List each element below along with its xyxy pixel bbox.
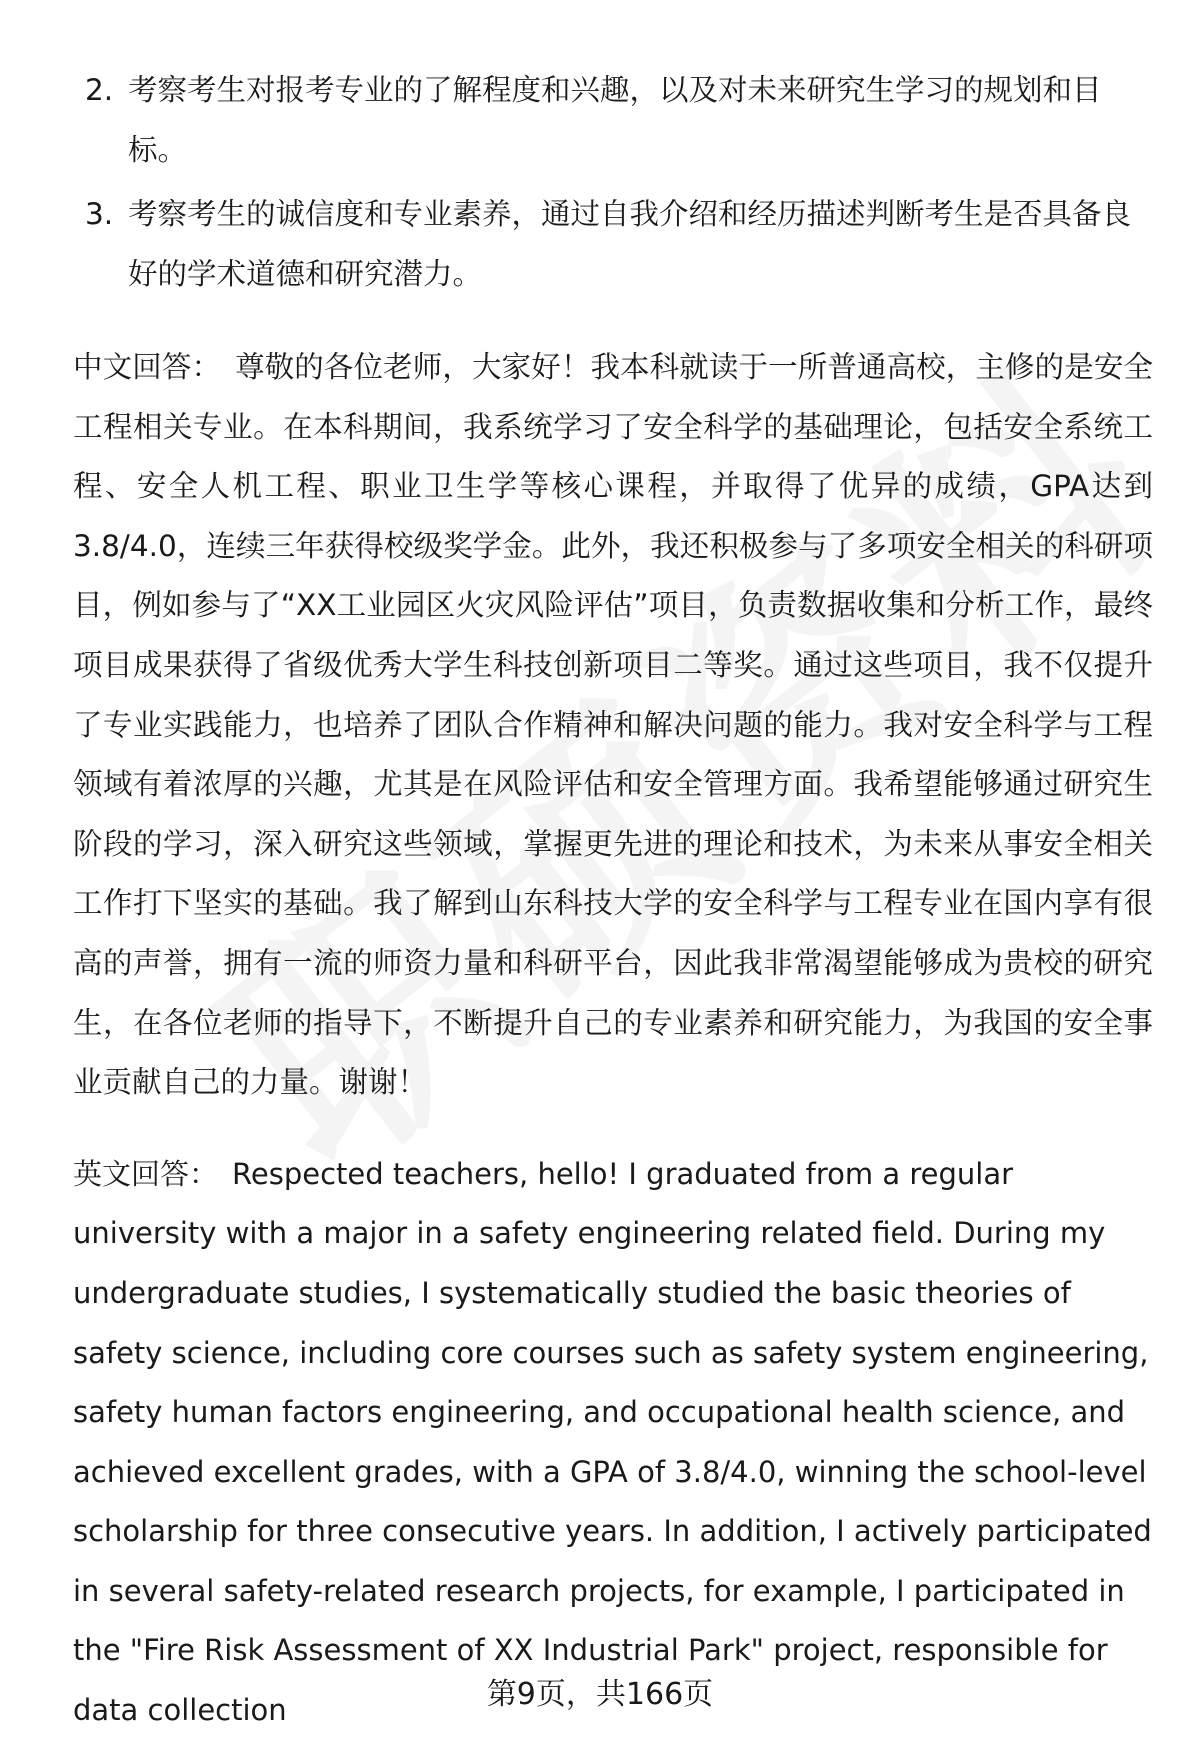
list-item: [73, 60, 1153, 180]
chinese-answer-text: 尊敬的各位老师，大家好！我本科就读于一所普通高校，主修的是安全工程相关专业。在本科期间，我系统学习了安全科学的基础理论，包括安全系统工程、安全人机工程、职业卫生学等核心课程，并取得了优异的成绩，GPA达到3.8/4.0，连续三年获得校级奖学金。此外，我还积极参与了多项安全相关的科研项目，例如参与了“XX工业园区火灾风险评估”项目，负责数据收集和分析工作，最终项目成果获得了省级优秀大学生科技创新项目二等奖。通过这些项目，我不仅提升了专业实践能力，也培养了团队合作精神和解决问题的能力。我对安全科学与工程领域有着浓厚的兴趣，尤其是在风险评估和安全管理方面。我希望能够通过研究生阶段的学习，深入研究这些领域，掌握更先进的理论和技术，为未来从事安全相关工作打下坚实的基础。我了解到山东科技大学的安全科学与工程专业在国内享有很高的声誉，拥有一流的师资力量和科研平台，因此我非常渴望能够成为贵校的研究生，在各位老师的指导下，不断提升自己的专业素养和研究能力，为我国的安全事业贡献自己的力量。谢谢！: [73, 350, 1153, 1100]
english-answer-paragraph: [73, 1145, 1153, 1741]
english-answer-label: 英文回答：: [73, 1156, 219, 1191]
list-item: [73, 184, 1153, 304]
page-content: [73, 60, 1153, 1741]
page-number-footer: 第9页，共166页: [486, 1677, 714, 1712]
chinese-answer-paragraph: [73, 338, 1153, 1113]
list-item-text: 考察考生对报考专业的了解程度和兴趣，以及对未来研究生学习的规划和目标。: [128, 73, 1102, 167]
chinese-answer-label: 中文回答：: [73, 350, 222, 384]
list-item-number: 3.: [85, 197, 114, 231]
list-item-number: 2.: [85, 73, 114, 107]
list-item-text: 考察考生的诚信度和专业素养，通过自我介绍和经历描述判断考生是否具备良好的学术道德和研究潜力。: [128, 197, 1132, 291]
english-answer-text: Respected teachers, hello! I graduated from a regular university with a major in a safety engineering related field. During my undergraduate studies, I systematically studied the basic theories of safety science, including core courses such as safety system engineering, safety human factors engineering, and occupational health science, and achieved excellent grades, with a GPA of 3.8/4.0, winning the school-level scholarship for three consecutive years. In addition, I actively participated in several safety-related research projects, for example, I participated in the "Fire Risk Assessment of XX Industrial Park" project, responsible for data collection: [73, 1156, 1152, 1728]
